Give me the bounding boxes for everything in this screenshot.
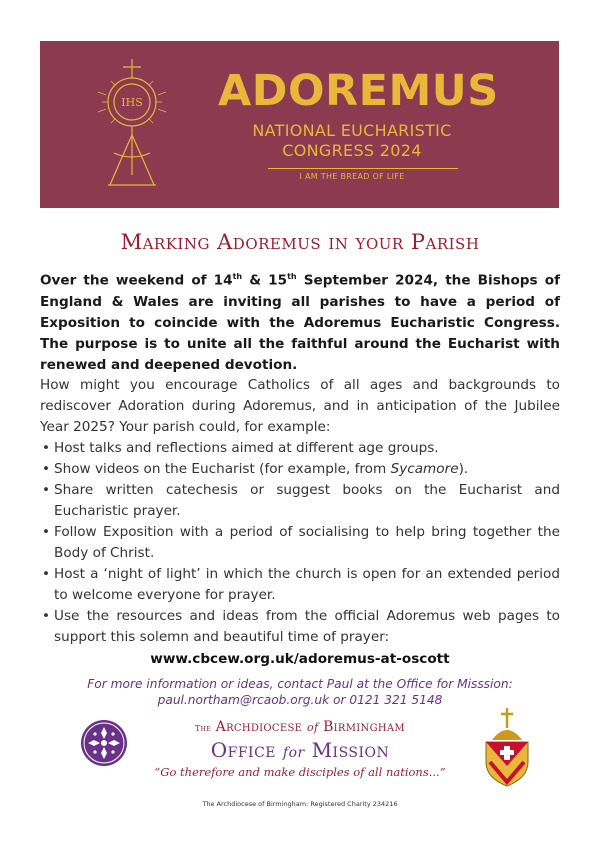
lead-paragraph: How might you encourage Catholics of all ages and backgrounds to rediscover Adoration during Adoremus, and in anticipation of the Jubilee Year 2025? Your parish could, for example:: [40, 377, 560, 435]
adoremus-link[interactable]: www.cbcew.org.uk/adoremus-at-oscott: [150, 651, 450, 667]
contact-line1: For more information or ideas, contact Paul at the Office for Misssion:: [87, 677, 513, 691]
archdiocese-name: The Archdiocese of Birmingham: [195, 719, 405, 735]
office-for-mission-title: Office for Mission: [210, 738, 390, 762]
list-item: • Host talks and reflections aimed at different age groups.: [40, 438, 560, 459]
list-item: • Show videos on the Eucharist (for example, from Sycamore).: [40, 459, 560, 480]
office-cross-logo-icon: [80, 719, 128, 767]
list-item: • Follow Exposition with a period of socialising to help bring together the Body of Christ.: [40, 522, 560, 564]
banner-subtitle-line2: CONGRESS 2024: [282, 141, 422, 160]
banner-title: ADOREMUS: [218, 66, 499, 116]
list-item: • Host a ‘night of light’ in which the church is open for an extended period to welcome everyone for prayer.: [40, 564, 560, 606]
intro-paragraph: Over the weekend of 14th & 15th September 2024, the Bishops of England & Wales are inviting all parishes to have a period of Exposition to coincide with the Adoremus Eucharistic Congress. The purpose is to unite all the faithful around the Eucharist with renewed and deepened devotion.: [40, 272, 560, 373]
suggestion-list: [40, 438, 560, 648]
banner-tagline: I AM THE BREAD OF LIFE: [299, 172, 405, 181]
charity-footer: The Archdiocese of Birmingham: Registered Charity 234216: [202, 800, 398, 808]
monstrance-icon: [92, 57, 172, 191]
archdiocese-coat-of-arms-icon: [476, 706, 538, 788]
list-item: • Use the resources and ideas from the official Adoremus web pages to support this solemn and beautiful time of prayer:: [40, 606, 560, 648]
banner-divider: [268, 168, 458, 169]
contact-info: [40, 676, 560, 708]
adoremus-banner: [40, 41, 559, 208]
contact-line2[interactable]: paul.northam@rcaob.org.uk or 0121 321 5148: [157, 693, 443, 707]
page-title: Marking Adoremus in your Parish: [120, 230, 480, 254]
office-motto: “Go therefore and make disciples of all nations...”: [154, 765, 446, 779]
banner-subtitle-line1: NATIONAL EUCHARISTIC: [252, 121, 452, 140]
list-item: • Share written catechesis or suggest books on the Eucharist and Eucharistic prayer.: [40, 480, 560, 522]
ihs-text: IHS: [121, 96, 143, 109]
banner-subtitle: [218, 121, 486, 161]
body-text: [40, 375, 560, 670]
